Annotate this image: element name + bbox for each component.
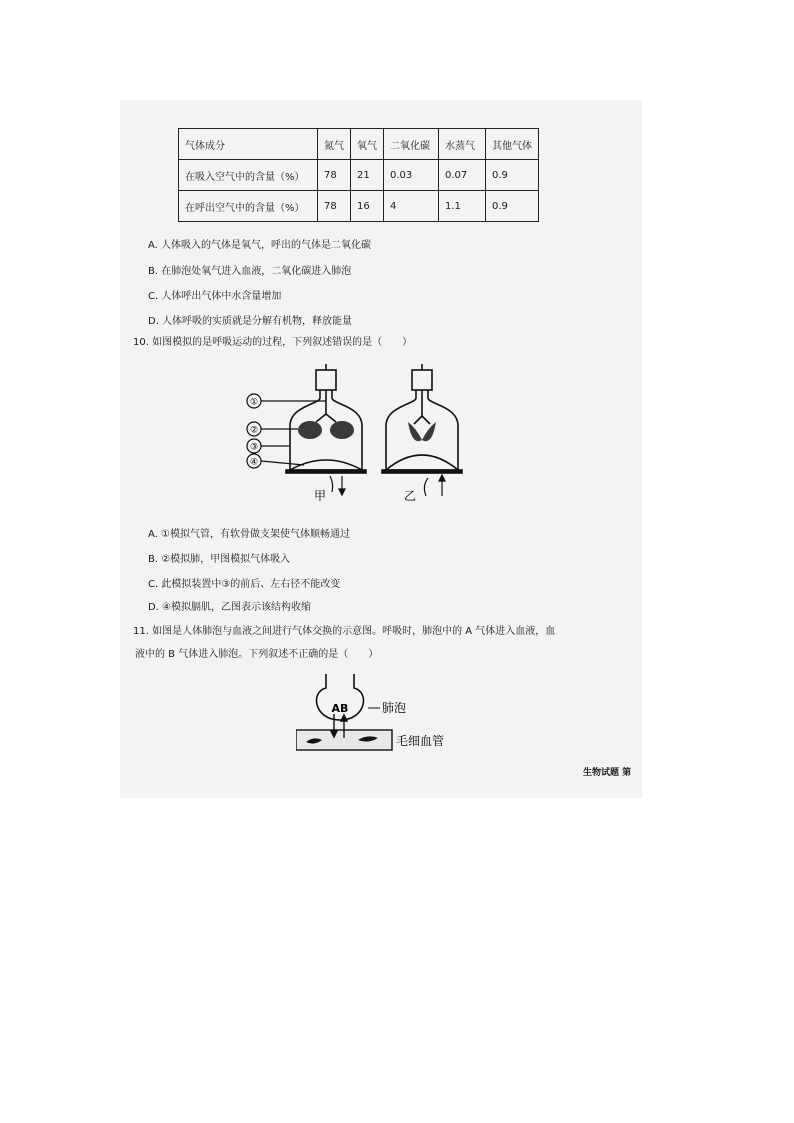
q9-option-c: C. 人体呼出气体中水含量增加 [148, 291, 282, 302]
table-header-row [179, 129, 539, 160]
table-cell: 在吸入空气中的含量（%） [179, 160, 318, 191]
table-cell: 0.9 [486, 160, 539, 191]
label-2: ② [249, 425, 259, 436]
q9-option-d: D. 人体呼吸的实质就是分解有机物，释放能量 [148, 316, 353, 327]
bell-jar-right [382, 364, 462, 473]
breathing-model-figure [244, 364, 464, 510]
gas-exchange-figure [296, 674, 458, 754]
lung-balloon-left [298, 421, 322, 439]
q10-option-b: B. ②模拟肺，甲图模拟气体吸入 [148, 554, 291, 565]
q10-option-c: C. 此模拟装置中③的前后、左右径不能改变 [148, 579, 341, 590]
alveolus-label: 肺泡 [382, 701, 407, 715]
label-4: ④ [249, 457, 259, 468]
table-cell: 氮气 [318, 129, 351, 160]
table-row [179, 160, 539, 191]
q11-stem-line2: 液中的 B 气体进入肺泡。下列叙述不正确的是（ ） [135, 649, 379, 660]
alveolus-ab-text: AB [331, 702, 349, 715]
table-cell: 氧气 [351, 129, 384, 160]
q10-option-a: A. ①模拟气管，有软骨做支架使气体顺畅通过 [148, 529, 350, 540]
q10-stem: 10. 如图模拟的是呼吸运动的过程，下列叙述错误的是（ ） [133, 337, 413, 348]
table-cell: 0.03 [384, 160, 439, 191]
table-cell: 在呼出空气中的含量（%） [179, 191, 318, 222]
lung-balloon-right [330, 421, 354, 439]
q9-option-a: A. 人体吸入的气体是氧气，呼出的气体是二氧化碳 [148, 240, 372, 251]
table-cell: 21 [351, 160, 384, 191]
lung-balloon-deflated-right [422, 422, 436, 441]
table-cell: 16 [351, 191, 384, 222]
label-3: ③ [249, 442, 259, 453]
capillary-label: 毛细血管 [396, 734, 445, 748]
q10-option-d: D. ④模拟膈肌，乙图表示该结构收缩 [148, 602, 312, 613]
movement-arrows [330, 475, 445, 496]
lung-balloon-deflated-left [408, 422, 422, 441]
page-footer: 生物试题 第 [583, 768, 632, 778]
table-cell: 其他气体 [486, 129, 539, 160]
table-cell: 0.07 [439, 160, 486, 191]
q11-stem-line1: 11. 如图是人体肺泡与血液之间进行气体交换的示意图。呼吸时，肺泡中的 A 气体进入血液，血 [133, 626, 556, 637]
table-cell: 水蒸气 [439, 129, 486, 160]
caption-yi: 乙 [404, 489, 417, 503]
table-cell: 78 [318, 160, 351, 191]
label-1: ① [249, 397, 259, 408]
table-cell: 二氧化碳 [384, 129, 439, 160]
table-cell: 78 [318, 191, 351, 222]
table-cell: 4 [384, 191, 439, 222]
table-cell: 0.9 [486, 191, 539, 222]
gas-composition-table [178, 128, 539, 222]
table-cell: 气体成分 [179, 129, 318, 160]
bell-jar-left [286, 364, 366, 473]
q9-option-b: B. 在肺泡处氧气进入血液，二氧化碳进入肺泡 [148, 266, 352, 277]
caption-jia: 甲 [314, 489, 327, 503]
table-row [179, 191, 539, 222]
table-cell: 1.1 [439, 191, 486, 222]
